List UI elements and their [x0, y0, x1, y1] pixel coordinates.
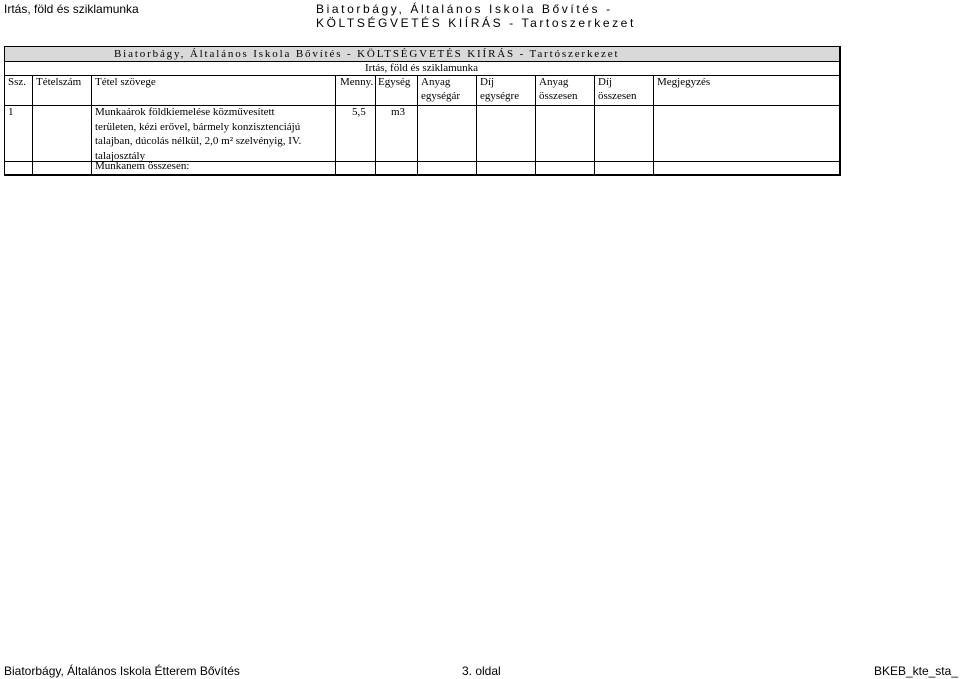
column-divider [653, 75, 654, 174]
table-header-row [5, 75, 839, 106]
total-label: Munkanem összesen: [95, 160, 190, 172]
col-dij-egysegre [480, 75, 519, 103]
page-number: 3. oldal [462, 664, 501, 678]
col-dij-egysegre-line1: Díj [480, 76, 495, 88]
table-title: Biatorbágy, Általános Iskola Bővítés - KÖLTSÉGVETÉS KIÍRÁS - Tartószerkezet [114, 48, 620, 60]
row-ssz: 1 [8, 106, 14, 118]
col-anyag-egysegar-line1: Anyag [421, 76, 451, 88]
row-egyseg: m3 [391, 106, 406, 118]
col-anyag-egysegar-line2: egységár [421, 90, 461, 102]
col-dij-egysegre-line2: egységre [480, 90, 520, 102]
cost-estimate-table [4, 46, 841, 176]
column-divider [535, 75, 536, 174]
column-divider [32, 75, 33, 174]
col-dij-osszesen-line2: összesen [598, 90, 637, 102]
column-divider [594, 75, 595, 174]
page-header-left: Irtás, föld és sziklamunka [4, 2, 139, 16]
page-header-right-line2: KÖLTSÉGVETÉS KIÍRÁS - Tartoszerkezet [316, 16, 636, 30]
col-anyag-egysegar [421, 75, 460, 103]
page-footer-right: BKEB_kte_sta_ [873, 664, 958, 678]
col-anyag-osszesen-line1: Anyag [539, 76, 569, 88]
column-divider [375, 75, 376, 174]
col-menny: Menny. [340, 76, 374, 88]
table-subtitle: Irtás, föld és sziklamunka [365, 62, 479, 74]
column-divider [417, 75, 418, 174]
column-divider [335, 75, 336, 174]
col-tetelszam: Tételszám [36, 76, 82, 88]
row-menny: 5,5 [352, 106, 366, 118]
page-footer-left: Biatorbágy, Általános Iskola Étterem Bővítés [4, 664, 240, 678]
col-tetel-szovege: Tétel szövege [95, 76, 156, 88]
column-divider [476, 75, 477, 174]
table-title-band [5, 47, 839, 62]
table-total-row [5, 161, 839, 174]
row-text-line: területen, kézi erővel, bármely konzisztenciájú [95, 120, 301, 133]
col-dij-osszesen-line1: Díj [598, 76, 613, 88]
col-megjegyzes: Megjegyzés [657, 76, 711, 88]
col-anyag-osszesen [539, 75, 578, 103]
col-anyag-osszesen-line2: összesen [539, 90, 578, 102]
table-subtitle-band [5, 61, 839, 76]
row-text-line: talajban, dúcolás nélkül, 2,0 m² szelvényig, IV. [95, 135, 302, 147]
row-text [95, 105, 301, 163]
col-egyseg: Egység [378, 76, 411, 88]
page-header-right [316, 2, 636, 30]
page-header-right-line1: Biatorbágy, Általános Iskola Bővítés - [316, 2, 613, 16]
row-text-line: talajosztály [95, 149, 146, 162]
col-ssz: Ssz. [8, 76, 27, 88]
column-divider [91, 75, 92, 174]
row-text-line: Munkaárok földkiemelése közművesített [95, 106, 275, 118]
col-dij-osszesen [598, 75, 637, 103]
